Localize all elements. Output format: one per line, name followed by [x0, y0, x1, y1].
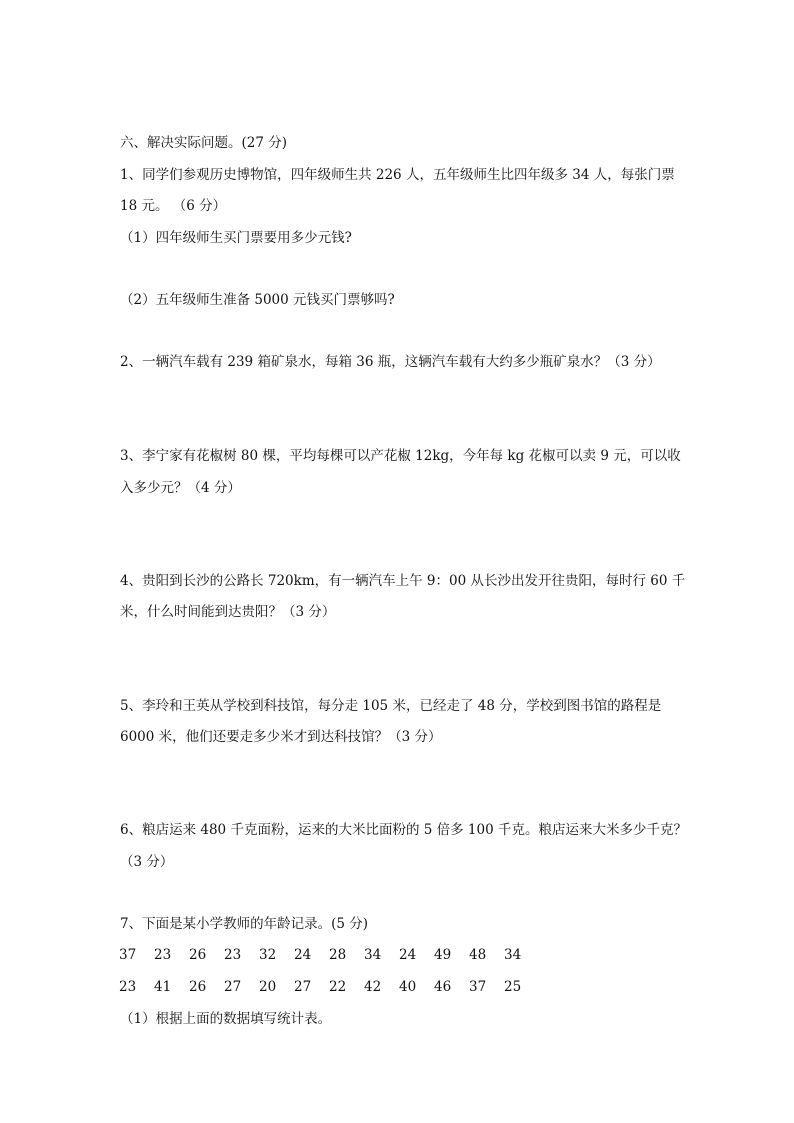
- age-value: 46: [434, 979, 452, 995]
- age-value: 41: [154, 979, 172, 995]
- age-value: 49: [434, 947, 452, 963]
- question-7-line-1: 7、下面是某小学教师的年龄记录。(5 分): [120, 916, 369, 932]
- age-value: 26: [189, 979, 207, 995]
- age-value: 27: [224, 979, 242, 995]
- question-1-line-2: 18 元。 （6 分）: [120, 198, 227, 214]
- age-value: 22: [329, 979, 347, 995]
- question-3-line-2: 入多少元？（4 分）: [120, 480, 241, 496]
- age-value: 42: [364, 979, 382, 995]
- question-1-part-2: （2）五年级师生准备 5000 元钱买门票够吗?: [120, 292, 395, 308]
- age-value: 24: [399, 947, 417, 963]
- age-value: 25: [504, 979, 522, 995]
- age-value: 23: [224, 947, 242, 963]
- question-4-line-1: 4、贵阳到长沙的公路长 720km，有一辆汽车上午 9：00 从长沙出发开往贵阳，每时行 60 千: [120, 573, 686, 589]
- age-value: 26: [189, 947, 207, 963]
- age-value: 37: [469, 979, 487, 995]
- question-6-line-1: 6、粮店运来 480 千克面粉，运来的大米比面粉的 5 倍多 100 千克。粮店运来大米多少千克？: [120, 822, 687, 838]
- age-value: 20: [259, 979, 277, 995]
- age-value: 34: [364, 947, 382, 963]
- question-5-line-1: 5、李玲和王英从学校到科技馆，每分走 105 米，已经走了 48 分，学校到图书馆的路程是: [120, 698, 662, 714]
- age-value: 40: [399, 979, 417, 995]
- question-6-line-2: （3 分）: [120, 854, 174, 870]
- question-1-line-1: 1、同学们参观历史博物馆，四年级师生共 226 人，五年级师生比四年级多 34 人，每张门票: [120, 167, 675, 183]
- age-value: 28: [329, 947, 347, 963]
- age-record-row-2: [119, 978, 539, 996]
- section-title: 六、解决实际问题。(27 分): [120, 135, 288, 151]
- question-7-part-1: （1）根据上面的数据填写统计表。: [120, 1011, 332, 1027]
- question-5-line-2: 6000 米，他们还要走多少米才到达科技馆？（3 分）: [120, 729, 442, 745]
- age-value: 37: [119, 947, 137, 963]
- age-value: 48: [469, 947, 487, 963]
- question-4-line-2: 米，什么时间能到达贵阳？（3 分）: [120, 604, 336, 620]
- question-2-line-1: 2、一辆汽车载有 239 箱矿泉水，每箱 36 瓶，这辆汽车载有大约多少瓶矿泉水？（3 分）: [120, 354, 661, 370]
- age-value: 24: [294, 947, 312, 963]
- question-1-part-1: （1）四年级师生买门票要用多少元钱?: [120, 230, 352, 246]
- age-value: 34: [504, 947, 522, 963]
- question-3-line-1: 3、李宁家有花椒树 80 棵，平均每棵可以产花椒 12kg，今年每 kg 花椒可以卖 9 元，可以收: [120, 448, 681, 464]
- age-value: 23: [154, 947, 172, 963]
- age-value: 23: [119, 979, 137, 995]
- age-record-row-1: [119, 946, 539, 964]
- age-value: 27: [294, 979, 312, 995]
- age-value: 32: [259, 947, 277, 963]
